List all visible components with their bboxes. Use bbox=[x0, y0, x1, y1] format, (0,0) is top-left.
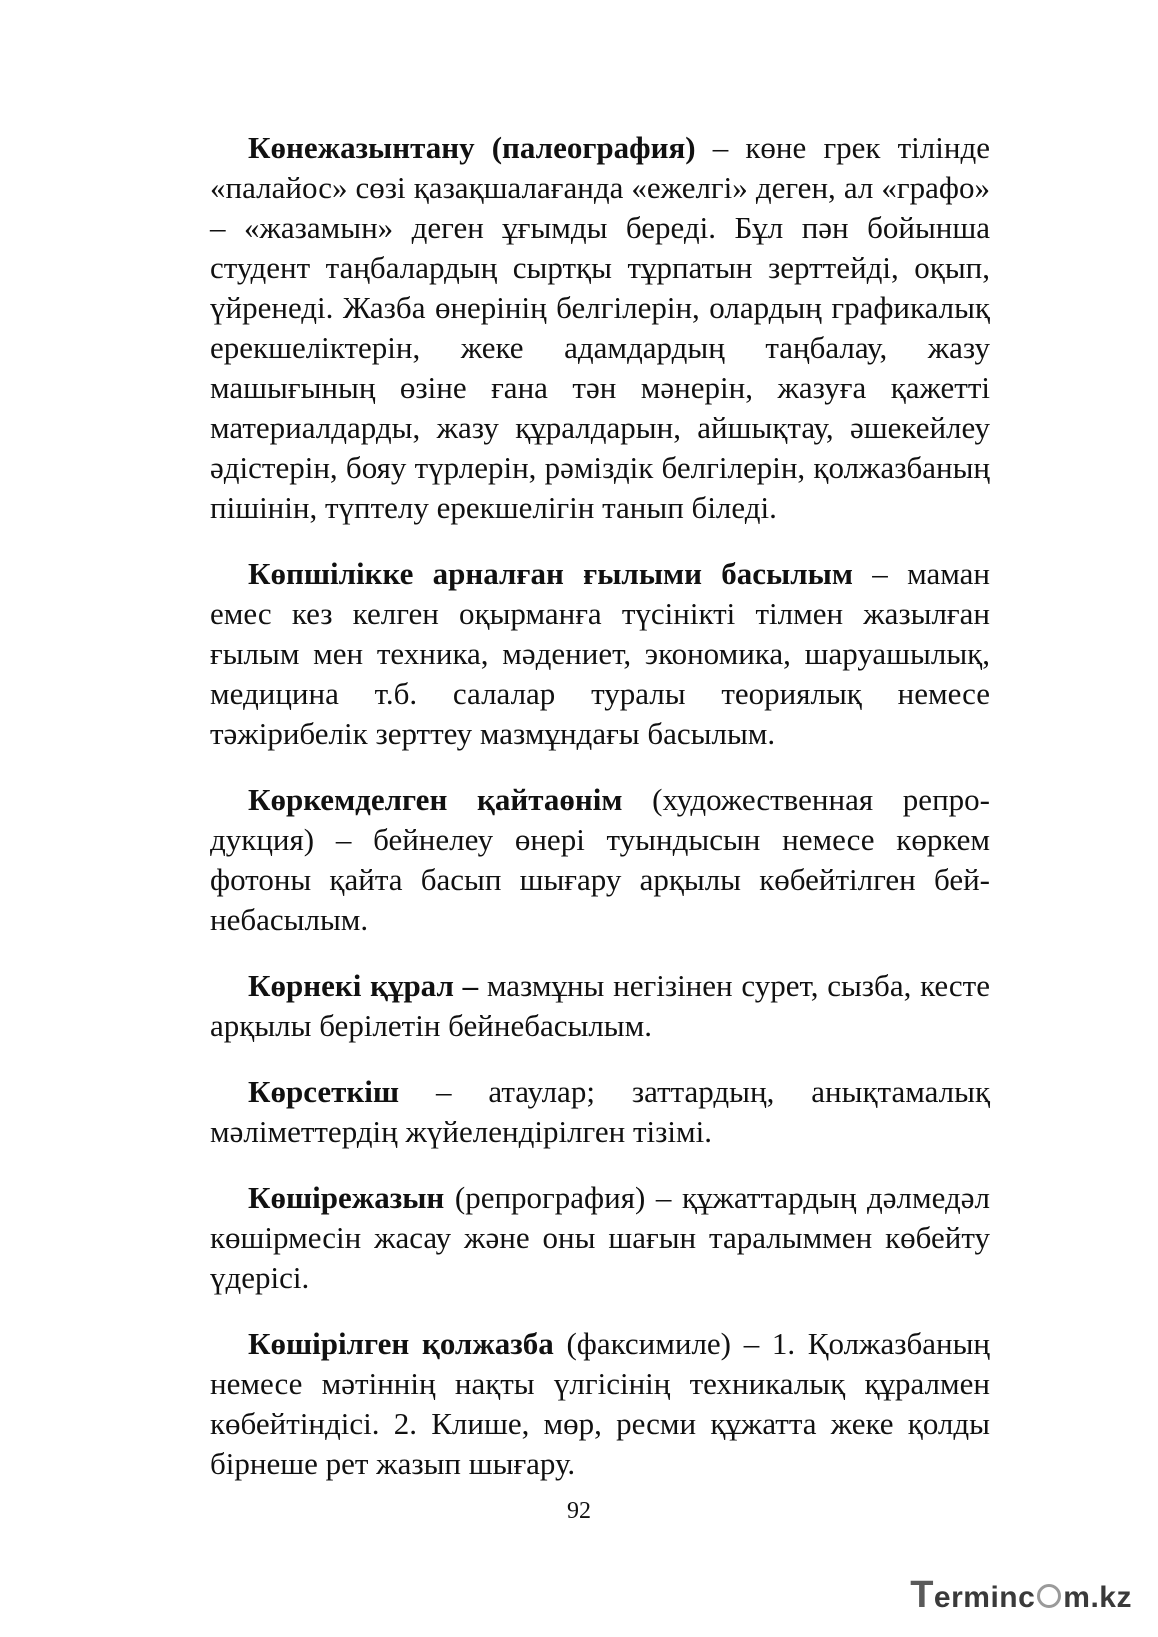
entry-term: Көнежазынтану (палеография) bbox=[248, 130, 696, 165]
entry-term: Көшірілген қолжазба bbox=[248, 1326, 554, 1361]
entry-paleography bbox=[210, 128, 990, 528]
watermark-middle: erminc bbox=[933, 1581, 1036, 1614]
termincom-watermark-link[interactable] bbox=[910, 1574, 1132, 1617]
entry-definition: (факсимиле) – 1. Қолжазбаның немесе мәтіннің нақты үлгісінің техникалық құралмен көбейтіндісі. 2. Клише, мөр, ресми құжатта жеке қолды бірнеше рет жазып шығару. bbox=[210, 1326, 990, 1481]
entry-term: Көпшілікке арналған ғылыми басылым bbox=[248, 556, 853, 591]
entry-index bbox=[210, 1072, 990, 1152]
entry-definition: (художественная репродукция) – бейнелеу өнері туындысын немесе көркем фотоны қайта басып шығару арқылы көбейтілген бейнебасылым. bbox=[210, 782, 990, 937]
entry-term: Көрнекі құрал – bbox=[248, 968, 479, 1003]
entry-term: Көшірежазын bbox=[248, 1180, 445, 1215]
watermark-suffix: m.kz bbox=[1063, 1581, 1132, 1614]
entry-definition: (репрография) – құжаттардың дәлмедәл көшірмесін жасау және оны шағын таралыммен көбейту үдерісі. bbox=[210, 1180, 990, 1295]
magnifier-icon bbox=[1037, 1584, 1061, 1608]
entry-term: Көрсеткіш bbox=[248, 1074, 399, 1109]
watermark-prefix: T bbox=[910, 1574, 934, 1616]
entry-definition: – атаулар; заттардың, анықтамалық мәліметтердің жүйелендірілген тізімі. bbox=[210, 1074, 990, 1149]
entry-art-reproduction bbox=[210, 780, 990, 940]
entry-definition: мазмұны негізінен сурет, сызба, кесте арқылы берілетін бейнебасылым. bbox=[210, 968, 990, 1043]
entry-definition: – маман емес кез келген оқырманға түсінікті тілмен жазылған ғылым мен техника, мәдениет, экономика, шаруашылық, медицина т.б. салалар туралы теориялық немесе тәжірибелік зерттеу мазмұндағы басылым. bbox=[210, 556, 991, 751]
entry-visual-aid bbox=[210, 966, 990, 1046]
entry-term: Көркемделген қайтаөнім bbox=[248, 782, 623, 817]
entry-definition: – көне грек тілінде «палайос» сөзі қазақшалағанда «ежелгі» деген, ал «графо» – «жазамын» деген ұғымды береді. Бұл пән бойынша студент таңбалардың сыртқы тұрпатын зерттейді, оқып, үйренеді. Жазба өнерінің белгілерін, олардың графикалық ерекшеліктерін, жеке адамдардың таңбалау, жазу машығының өзіне ғана тән мәнерін, жазуға қажетті материалдарды, жазу құралдарын, айшықтау, әшекейлеу әдістерін, бояу түрлерін, рәміздік белгілерін, қолжазбаның пішінін, түптелу ерекшелігін танып біледі. bbox=[210, 130, 990, 525]
dictionary-entries bbox=[210, 128, 990, 1510]
entry-facsimile bbox=[210, 1324, 990, 1484]
entry-popular-science-publication bbox=[210, 554, 990, 754]
entry-reprography bbox=[210, 1178, 990, 1298]
page-number: 92 bbox=[567, 1498, 591, 1524]
